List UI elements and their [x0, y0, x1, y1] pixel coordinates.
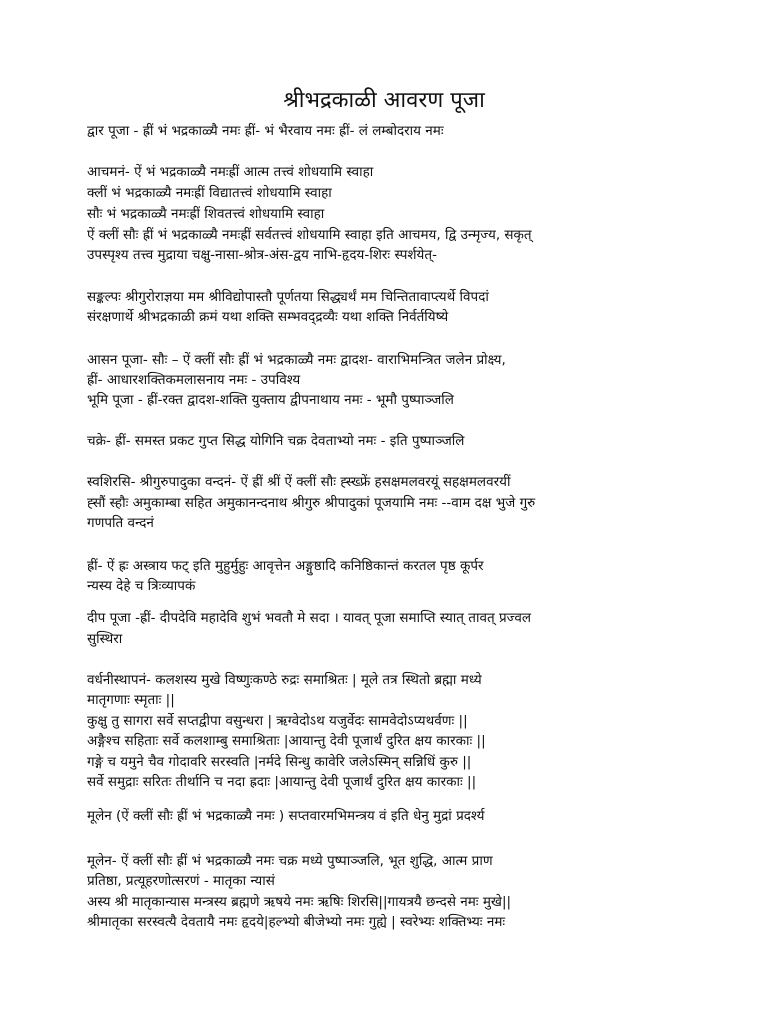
text-line: प्रतिष्ठा, प्रत्यूहरणोत्सरणं - मातृका न्यासं	[87, 873, 275, 889]
text-line: अङ्गैश्च सहिताः सर्वे कलशाम्बु समाश्रिताः |आयान्तु देवी पूजार्थं दुरित क्षय कारकाः ||	[87, 733, 486, 749]
page-title: श्रीभद्रकाळी आवरण पूजा	[283, 88, 485, 113]
text-line: ह्सौं स्हौः अमुकाम्बा सहित अमुकानन्दनाथ श्रीगुरु श्रीपादुकां पूजयामि नमः --वाम दक्ष भुजे गुरु	[87, 495, 536, 511]
text-line: वर्धनीस्थापनं- कलशस्य मुखे विष्णुःकण्ठे रुद्रः समाश्रितः | मूले तत्र स्थितो ब्रह्मा मध्ये	[87, 672, 482, 688]
text-line: श्रीमातृका सरस्वत्यै देवतायै नमः हृदये|हल्भ्यो बीजेभ्यो नमः गुह्ये | स्वरेभ्यः शक्तिभ्यः नमः	[87, 914, 506, 930]
text-line: उपस्पृश्य तत्त्व मुद्राया चक्षु-नासा-श्रोत्र-अंस-द्वय नाभि-हृदय-शिरः स्पर्शयेत्-	[87, 247, 437, 263]
text-line: मूलेन- ऐं क्लीं सौः ह्रीं भं भद्रकाळ्यै नमः चक्र मध्ये पुष्पाञ्जलि, भूत शुद्धि, आत्म प्राण	[87, 853, 493, 869]
text-line: सङ्कल्पः श्रीगुरोराज्ञया मम श्रीविद्योपास्तौ पूर्णतया सिद्ध्यर्थं मम चिन्तितावाप्त्यर्थे विपदां	[87, 289, 489, 305]
text-line: भूमि पूजा - ह्रीं-रक्त द्वादश-शक्ति युक्ताय द्वीपनाथाय नमः - भूमौ पुष्पाञ्जलि	[87, 392, 454, 408]
text-line: न्यस्य देहे च त्रिःव्यापकं	[87, 578, 196, 594]
text-line: सर्वे समुद्राः सरितः तीर्थानि च नदा ह्रदाः |आयान्तु देवी पूजार्थं दुरित क्षय कारकाः ||	[87, 774, 477, 790]
text-line: सुस्थिरा	[87, 631, 123, 647]
text-line: ऐं क्लीं सौः ह्रीं भं भद्रकाळ्यै नमःह्रीं सर्वतत्त्वं शोधयामि स्वाहा इति आचमय, द्वि उन्मृज्य, सकृत्	[87, 227, 532, 243]
text-line: स्वशिरसि- श्रीगुरुपादुका वन्दनं- ऐं ह्रीं श्रीं ऐं क्लीं सौः ह्स्ख्फ्रें हसक्षमलवरयूं सहक्षमलवरयीं	[87, 474, 511, 490]
text-line: आचमनं- ऐं भं भद्रकाळ्यै नमःह्रीं आत्म तत्त्वं शोधयामि स्वाहा	[87, 164, 374, 180]
text-line: दीप पूजा -ह्रीं- दीपदेवि महादेवि शुभं भवतौ मे सदा । यावत् पूजा समाप्ति स्यात् तावत् प्रज्वल	[87, 610, 532, 626]
text-line: मातृगणाः स्मृताः ||	[87, 692, 175, 708]
text-line: कुक्षु तु सागरा सर्वे सप्तद्वीपा वसुन्धरा | ऋग्वेदोऽथ यजुर्वेदः सामवेदोऽप्यथर्वणः ||	[87, 713, 468, 729]
text-line: मूलेन (ऐं क्लीं सौः ह्रीं भं भद्रकाळ्यै नमः ) सप्तवारमभिमन्त्रय वं इति धेनु मुद्रां प्रदर्श्य	[87, 808, 485, 824]
text-line: आसन पूजा- सौः – ऐं क्लीं सौः ह्रीं भं भद्रकाळ्यै नमः द्वादश- वाराभिमन्त्रित जलेन प्रोक्ष्य,	[87, 352, 506, 368]
text-line: द्वार पूजा - ह्रीं भं भद्रकाळ्यै नमः ह्रीं- भं भैरवाय नमः ह्रीं- लं लम्बोदराय नमः	[87, 123, 444, 139]
text-line: गणपति वन्दनं	[87, 515, 154, 531]
text-line: गङ्गे च यमुने चैव गोदावरि सरस्वति |नर्मदे सिन्धु कावेरि जलेऽस्मिन् सन्निधिं कुरु ||	[87, 754, 472, 770]
text-line: ह्रीं- ऐं ह्रः अस्त्राय फट् इति मुहुर्मुहुः आवृत्तेन अङ्गुष्ठादि कनिष्ठिकान्तं करतल पृष्ठ कूर्पर	[87, 558, 484, 574]
text-line: चक्रे- ह्रीं- समस्त प्रकट गुप्त सिद्ध योगिनि चक्र देवताभ्यो नमः - इति पुष्पाञ्जलि	[87, 433, 465, 449]
text-line: अस्य श्री मातृकान्यास मन्त्रस्य ब्रह्मणे ऋषये नमः ऋषिः शिरसि||गायत्रयै छन्दसे नमः मुखे||	[87, 894, 512, 910]
text-line: सौः भं भद्रकाळ्यै नमःह्रीं शिवतत्त्वं शोधयामि स्वाहा	[87, 206, 325, 222]
text-line: ह्रीं- आधारशक्तिकमलासनाय नमः - उपविश्य	[87, 372, 301, 388]
text-line: क्लीं भं भद्रकाळ्यै नमःह्रीं विद्यातत्त्वं शोधयामि स्वाहा	[87, 185, 332, 201]
text-line: संरक्षणार्थे श्रीभद्रकाळी क्रमं यथा शक्ति सम्भवद्द्रव्यैः यथा शक्ति निर्वर्तयिष्ये	[87, 309, 449, 325]
